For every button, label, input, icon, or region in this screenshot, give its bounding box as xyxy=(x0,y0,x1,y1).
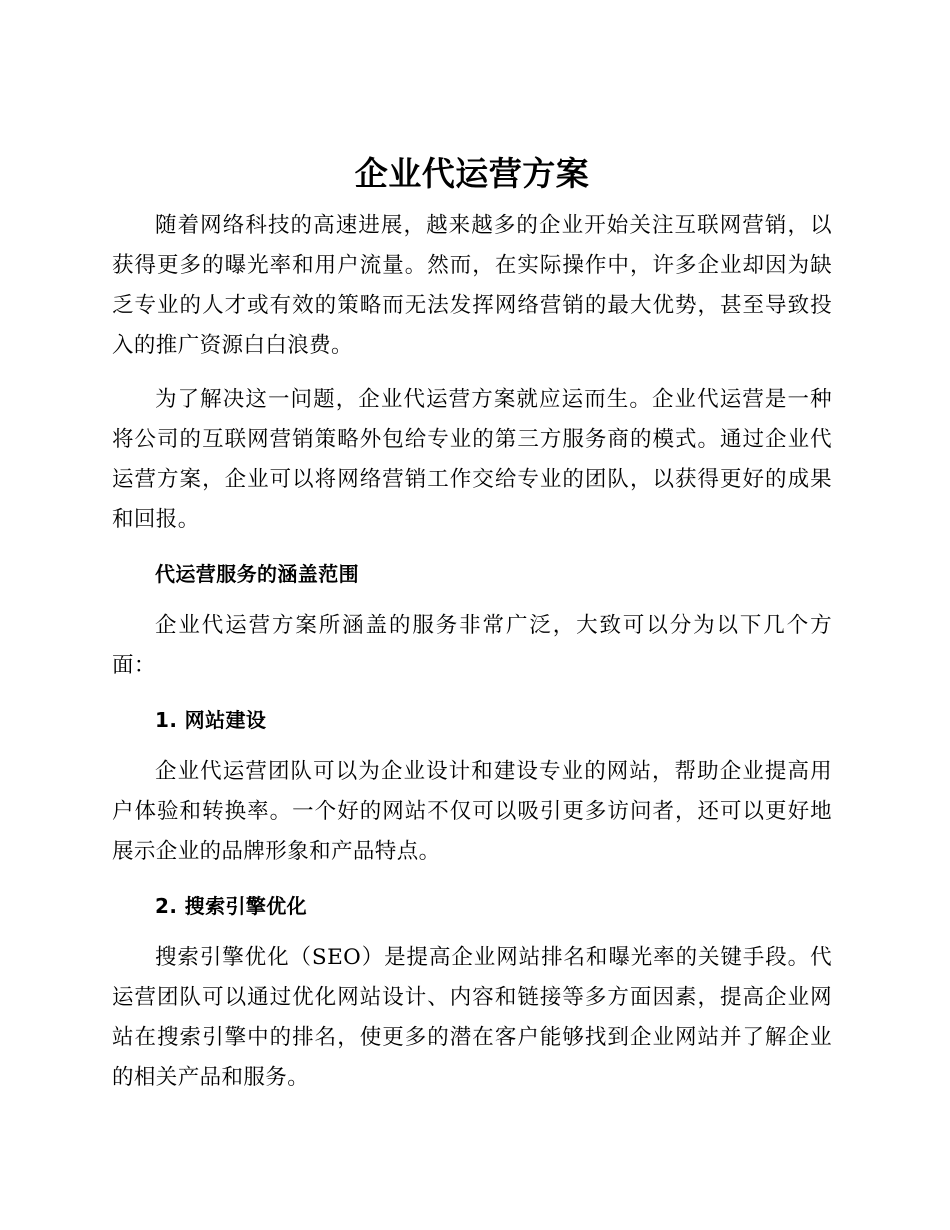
document-title: 企业代运营方案 xyxy=(354,154,590,193)
section-intro-paragraph: 企业代运营方案所涵盖的服务非常广泛，大致可以分为以下几个方面： xyxy=(112,613,832,678)
item-heading-seo: 2. 搜索引擎优化 xyxy=(155,894,308,918)
intro-paragraph-2: 为了解决这一问题，企业代运营方案就应运而生。企业代运营是一种将公司的互联网营销策略外包给专业的第三方服务商的模式。通过企业代运营方案，企业可以将网络营销工作交给专业的团队，以获得更好的成果和回报。 xyxy=(112,387,832,532)
item-body-website: 企业代运营团队可以为企业设计和建设专业的网站，帮助企业提高用户体验和转换率。一个好的网站不仅可以吸引更多访问者，还可以更好地展示企业的品牌形象和产品特点。 xyxy=(112,759,832,864)
intro-paragraph-1: 随着网络科技的高速进展，越来越多的企业开始关注互联网营销，以获得更多的曝光率和用户流量。然而，在实际操作中，许多企业却因为缺乏专业的人才或有效的策略而无法发挥网络营销的最大优势，甚至导致投入的推广资源白白浪费。 xyxy=(112,213,832,358)
item-body-seo: 搜索引擎优化（SEO）是提高企业网站排名和曝光率的关键手段。代运营团队可以通过优化网站设计、内容和链接等多方面因素，提高企业网站在搜索引擎中的排名，使更多的潜在客户能够找到企业网站并了解企业的相关产品和服务。 xyxy=(112,945,832,1090)
section-heading: 代运营服务的涵盖范围 xyxy=(155,562,359,586)
item-heading-website: 1. 网站建设 xyxy=(155,708,267,732)
document-body xyxy=(112,148,832,1112)
